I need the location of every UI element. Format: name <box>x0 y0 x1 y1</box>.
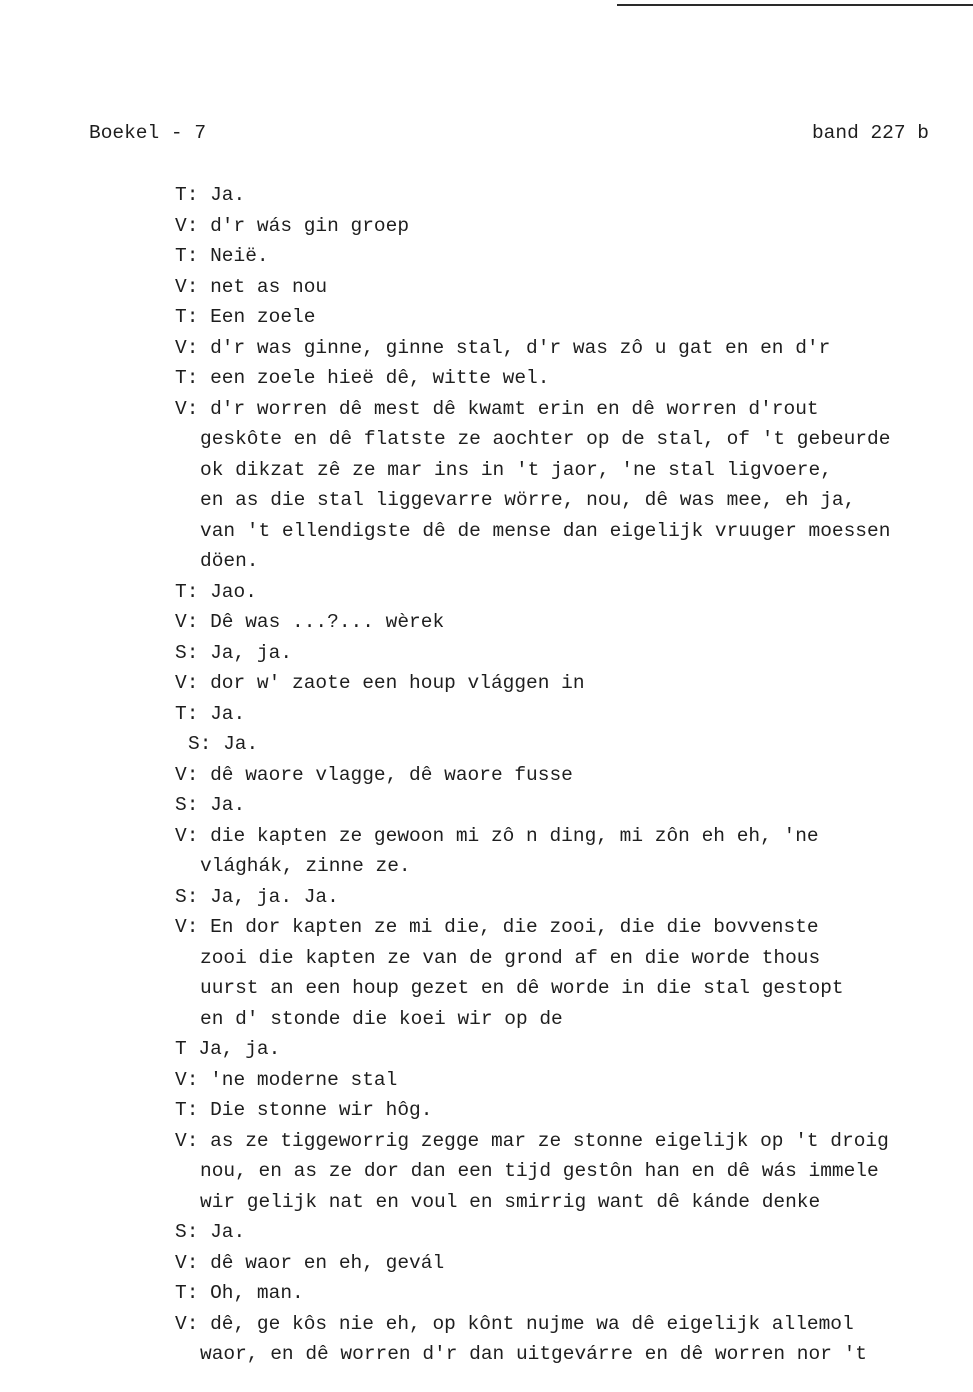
transcript-line <box>175 302 945 333</box>
utterance-text: ok dikzat zê ze mar ins in 't jaor, 'ne stal ligvoere, <box>200 458 832 481</box>
utterance-text: döen. <box>200 550 259 572</box>
transcript-line <box>175 241 945 272</box>
utterance-text: wir gelijk nat en voul en smirrig want dê kánde denke <box>200 1190 821 1213</box>
utterance-text: Ja, ja. Ja. <box>210 885 339 908</box>
page-header-tape: band 227 b <box>811 122 929 144</box>
speaker-label: V: <box>175 763 199 786</box>
transcript-line <box>175 577 945 608</box>
speaker-label: V: <box>175 1129 199 1152</box>
transcript-continuation-line <box>175 1004 945 1035</box>
utterance-text: vlághák, zinne ze. <box>200 855 411 877</box>
utterance-text: geskôte en dê flatste ze aochter op de stal, of 't gebeurde <box>200 428 891 450</box>
transcript-continuation-line <box>175 485 945 516</box>
transcript-continuation-line <box>175 851 945 882</box>
speaker-label: S: <box>175 641 199 664</box>
transcript-line <box>175 638 945 669</box>
utterance-text: Ja. <box>223 733 259 755</box>
speaker-label: S: <box>175 885 199 908</box>
transcript-line <box>175 821 945 852</box>
utterance-text: die kapten ze gewoon mi zô n ding, mi zôn eh eh, 'ne <box>210 824 819 847</box>
transcript-line <box>175 607 945 638</box>
speaker-label: T: <box>175 702 199 725</box>
transcript-continuation-line <box>175 424 945 455</box>
transcript-line <box>175 1034 945 1065</box>
transcript-line <box>175 394 945 425</box>
transcript-line <box>175 180 945 211</box>
transcript-line <box>175 211 945 242</box>
utterance-text: uurst an een houp gezet en dê worde in die stal gestopt <box>200 977 844 999</box>
page-header-title: Boekel - 7 <box>89 122 207 144</box>
transcript-continuation-line <box>175 1339 945 1370</box>
transcript-line <box>175 729 945 760</box>
speaker-label: T: <box>175 1282 199 1304</box>
transcript-line <box>175 760 945 791</box>
utterance-text: Neië. <box>210 245 269 267</box>
speaker-label: V: <box>175 275 199 298</box>
transcript-line <box>175 912 945 943</box>
utterance-text: Jao. <box>210 580 257 603</box>
transcript-continuation-line <box>175 1156 945 1187</box>
speaker-label: T: <box>175 184 199 206</box>
transcript-line <box>175 1126 945 1157</box>
transcript-continuation-line <box>175 1187 945 1218</box>
utterance-text: dê waor en eh, gevál <box>210 1251 445 1274</box>
utterance-text: Die stonne wir hôg. <box>210 1099 433 1121</box>
speaker-label: T: <box>175 1099 199 1121</box>
transcript-line <box>175 1248 945 1279</box>
transcript-continuation-line <box>175 546 945 577</box>
utterance-text: Ja. <box>210 702 246 725</box>
transcript-line <box>175 272 945 303</box>
transcript-line <box>175 699 945 730</box>
utterance-text: nou, en as ze dor dan een tijd gestôn han en dê wás immele <box>200 1160 879 1182</box>
speaker-label: T: <box>175 367 199 389</box>
transcript-line <box>175 882 945 913</box>
utterance-text: Ja. <box>210 794 246 816</box>
speaker-label: V: <box>175 397 199 420</box>
transcript-line <box>175 1095 945 1126</box>
transcript-continuation-line <box>175 973 945 1004</box>
speaker-label: T <box>175 1038 187 1060</box>
utterance-text: d'r wás gin groep <box>210 214 410 237</box>
transcript-line <box>175 1278 945 1309</box>
transcript-line <box>175 790 945 821</box>
transcript-line <box>175 363 945 394</box>
utterance-text: en as die stal liggevarre wörre, nou, dê was mee, eh ja, <box>200 489 856 511</box>
transcript-line <box>175 1065 945 1096</box>
transcript-line <box>175 1309 945 1340</box>
speaker-label: T: <box>175 580 199 603</box>
utterance-text: Ja, ja. <box>198 1038 281 1060</box>
speaker-label: V: <box>175 672 199 694</box>
utterance-text: van 't ellendigste dê de mense dan eigelijk vruuger moessen <box>200 519 891 542</box>
utterance-text: d'r was ginne, ginne stal, d'r was zô u gat en en d'r <box>210 336 831 359</box>
speaker-label: V: <box>175 214 199 237</box>
utterance-text: Dê was ...?... wèrek <box>210 611 445 633</box>
utterance-text: Ja. <box>210 1221 246 1243</box>
utterance-text: een zoele hieë dê, witte wel. <box>210 367 550 389</box>
utterance-text: dê waore vlagge, dê waore fusse <box>210 763 573 786</box>
speaker-label: V: <box>175 1312 199 1335</box>
transcript-line <box>175 1217 945 1248</box>
transcript <box>175 180 945 1370</box>
utterance-text: d'r worren dê mest dê kwamt erin en dê worren d'rout <box>210 397 819 420</box>
utterance-text: Ja. <box>210 184 246 206</box>
speaker-label: T: <box>175 306 199 328</box>
utterance-text: Een zoele <box>210 306 316 328</box>
transcript-line <box>175 333 945 364</box>
utterance-text: Oh, man. <box>210 1282 304 1304</box>
utterance-text: dê, ge kôs nie eh, op kônt nujme wa dê eigelijk allemol <box>210 1312 854 1335</box>
speaker-label: S: <box>188 733 212 755</box>
speaker-label: V: <box>175 916 199 938</box>
speaker-label: S: <box>175 1221 199 1243</box>
speaker-label: V: <box>175 824 199 847</box>
utterance-text: En dor kapten ze mi die, die zooi, die die bovvenste <box>210 916 819 938</box>
utterance-text: 'ne moderne stal <box>210 1068 398 1091</box>
speaker-label: V: <box>175 336 199 359</box>
transcript-continuation-line <box>175 455 945 486</box>
transcript-continuation-line <box>175 516 945 547</box>
transcript-line <box>175 668 945 699</box>
utterance-text: net as nou <box>210 275 328 298</box>
utterance-text: waor, en dê worren d'r dan uitgevárre en dê worren nor 't <box>200 1343 868 1365</box>
utterance-text: zooi die kapten ze van de grond af en die worde thous <box>200 946 821 969</box>
speaker-label: V: <box>175 1068 199 1091</box>
transcript-continuation-line <box>175 943 945 974</box>
speaker-label: S: <box>175 794 199 816</box>
utterance-text: en d' stonde die koei wir op de <box>200 1007 563 1030</box>
speaker-label: V: <box>175 1251 199 1274</box>
speaker-label: V: <box>175 611 199 633</box>
utterance-text: Ja, ja. <box>210 641 293 664</box>
utterance-text: as ze tiggeworrig zegge mar ze stonne eigelijk op 't droig <box>210 1129 889 1152</box>
speaker-label: T: <box>175 245 199 267</box>
top-rule <box>617 4 973 6</box>
utterance-text: dor w' zaote een houp vlággen in <box>210 672 585 694</box>
